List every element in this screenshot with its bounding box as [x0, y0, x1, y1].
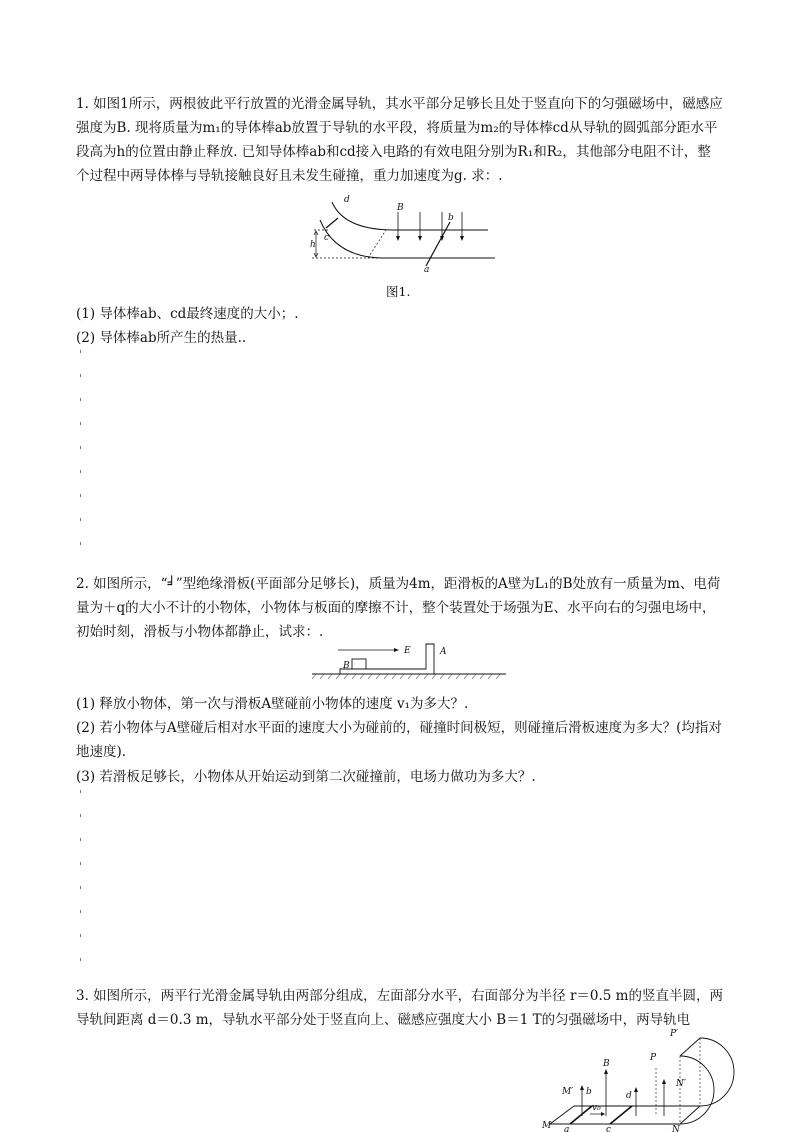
blank-line-mark: ' [79, 396, 83, 409]
q1-figure-caption: 图1. [386, 284, 411, 299]
q1-label-d: d [344, 195, 350, 205]
q3-label-P: P [650, 1053, 657, 1063]
blank-line-mark: ' [79, 836, 83, 849]
q1-label-c: c [324, 233, 330, 243]
q1-label-h: h [310, 240, 316, 250]
blank-line-mark: ' [79, 420, 83, 433]
blank-line-mark: ' [79, 812, 83, 825]
q3-label-P-prime: P′ [670, 1029, 679, 1039]
q2-figure [310, 640, 510, 684]
q3-label-b: b [586, 1087, 592, 1097]
blank-line-mark: ' [79, 884, 83, 897]
q3-label-B: B [603, 1059, 610, 1069]
blank-line-mark: ' [79, 860, 83, 873]
blank-line-mark: ' [79, 932, 83, 945]
q1-label-B: B [397, 203, 404, 213]
blank-line-mark: ' [79, 444, 83, 457]
q2-label-A: A [440, 647, 447, 657]
blank-line-mark: ' [79, 492, 83, 505]
q3-label-d: d [626, 1091, 632, 1101]
q1-sub1: (1) 导体棒ab、cd最终速度的大小；. [76, 306, 299, 322]
q3-figure [540, 1028, 730, 1132]
q2-text: 2. 如图所示，“╛”型绝缘滑板(平面部分足够长)，质量为4m，距滑板的A壁为L₁的B处放有一质量为m、电荷量为＋q的大小不计的小物体，小物体与板面的摩擦不计，整个装置处于场强为E、水平向右的匀强电场中，初始时刻，滑板与小物体都静止，试求：. [76, 576, 721, 640]
q3-label-N-prime: N′ [676, 1079, 686, 1089]
q3-label-M-prime: M′ [562, 1087, 574, 1097]
q3-label-N: N [672, 1125, 680, 1132]
q2-sub3: (3) 若滑板足够长，小物体从开始运动到第二次碰撞前，电场力做功为多大？. [76, 769, 536, 785]
q2-label-B: B [343, 661, 350, 671]
q1-figure [300, 192, 510, 275]
q3-label-c: c [606, 1125, 612, 1132]
q3-text: 3. 如图所示，两平行光滑金属导轨由两部分组成，左面部分水平，右面部分为半径 r＝0.5 m的竖直半圆，两导轨间距离 d＝0.3 m，导轨水平部分处于竖直向上、磁感应强度大小 B＝1 T的匀强磁场中，两导轨电 [76, 988, 723, 1028]
blank-line-mark: ' [79, 372, 83, 385]
q2-sub1: (1) 释放小物体，第一次与滑板A壁碰前小物体的速度 v₁为多大？. [76, 696, 469, 712]
q1-label-b: b [448, 213, 454, 223]
blank-line-mark: ' [79, 516, 83, 529]
q2-label-E: E [404, 646, 411, 656]
blank-line-mark: ' [79, 956, 83, 969]
q2-sub2: (2) 若小物体与A壁碰后相对水平面的速度大小为碰前的，碰撞时间极短，则碰撞后滑板速度为多大？(均指对地速度). [76, 720, 722, 760]
blank-line-mark: ' [79, 908, 83, 921]
q3-label-v0: v₀ [592, 1103, 601, 1113]
blank-line-mark: ' [79, 468, 83, 481]
q3-label-M: M [542, 1121, 552, 1131]
q3-label-a: a [564, 1125, 570, 1132]
blank-line-mark: ' [79, 788, 83, 801]
blank-line-mark: ' [79, 348, 83, 361]
q1-text: 1. 如图1所示，两根彼此平行放置的光滑金属导轨，其水平部分足够长且处于竖直向下的匀强磁场中，磁感应强度为B. 现将质量为m₁的导体棒ab放置于导轨的水平段，将质量为m₂的导体棒cd从导轨的圆弧部分距水平段高为h的位置由静止释放. 已知导体棒ab和cd接入电路的有效电阻分别为R₁和R₂，其他部分电阻不计，整个过程中两导体棒与导轨接触良好且未发生碰撞，重力加速度为g. 求：. [76, 96, 723, 184]
q1-label-a: a [424, 265, 430, 275]
blank-line-mark: ' [79, 540, 83, 553]
q1-sub2: (2) 导体棒ab所产生的热量.. [76, 330, 247, 346]
